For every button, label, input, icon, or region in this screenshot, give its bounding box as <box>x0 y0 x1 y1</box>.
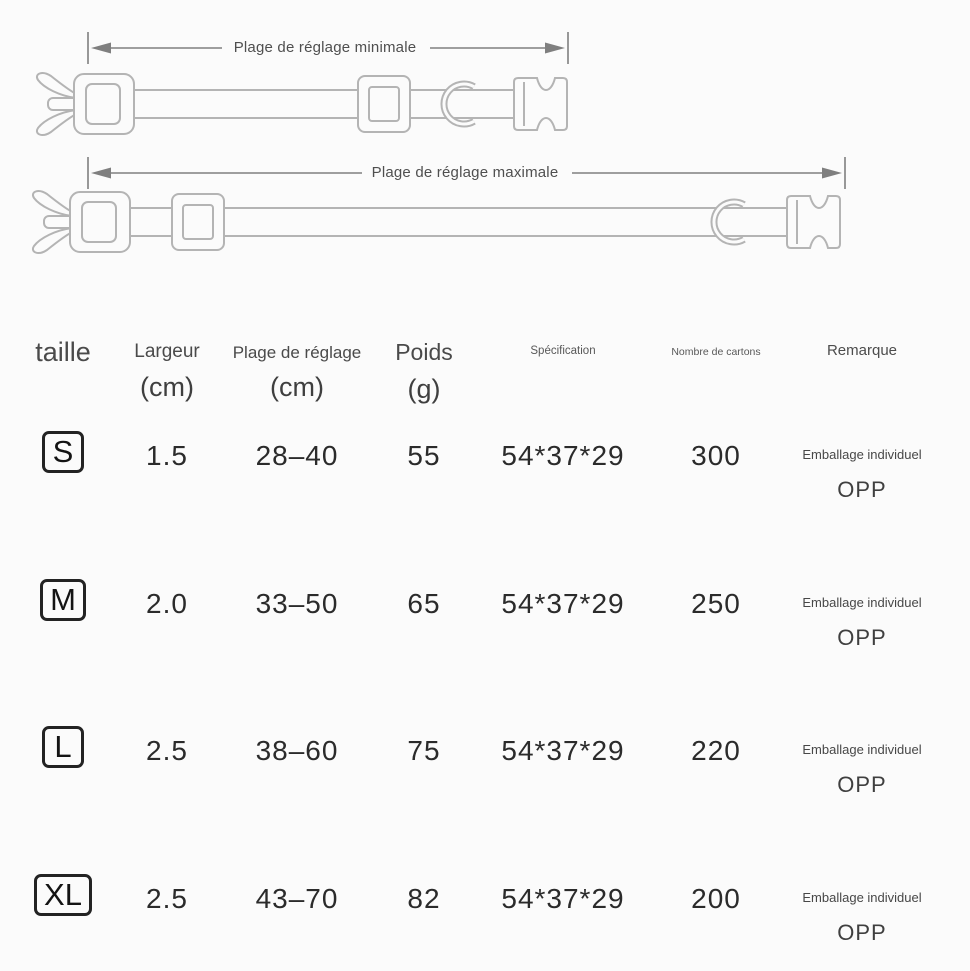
strap <box>128 208 788 236</box>
largeur-value: 2.5 <box>146 883 188 914</box>
size-badge: XL <box>34 874 92 916</box>
header-taille-label: taille <box>35 337 91 367</box>
header-plage-label: Plage de réglage <box>232 343 362 362</box>
plage-value: 38–60 <box>255 735 339 766</box>
header-largeur <box>117 341 217 403</box>
header-cartons-label: Nombre de cartons <box>671 346 761 358</box>
largeur-value: 2.0 <box>146 588 188 619</box>
remarque-line2: OPP <box>837 625 887 650</box>
size-badge: S <box>42 431 84 473</box>
tri-glide-slider-icon <box>358 76 410 132</box>
female-buckle-icon <box>787 196 840 248</box>
size-badge: L <box>42 726 84 768</box>
remarque-line2: OPP <box>837 477 887 502</box>
cartons-value: 300 <box>691 440 741 471</box>
table-row-s <box>0 425 970 573</box>
remarque-line1: Emballage individuel <box>802 890 922 905</box>
header-plage-unit: (cm) <box>270 371 324 402</box>
cartons-value: 200 <box>691 883 741 914</box>
specification-value: 54*37*29 <box>501 735 625 766</box>
table-row-l <box>0 720 970 868</box>
header-largeur-label: Largeur <box>134 341 200 362</box>
table-row-xl <box>0 868 970 971</box>
collar-diagram-min <box>0 0 970 150</box>
size-cell <box>13 726 113 768</box>
size-badge: M <box>40 579 86 621</box>
female-buckle-icon <box>514 78 567 130</box>
plage-value: 28–40 <box>255 440 339 471</box>
cartons-value: 250 <box>691 588 741 619</box>
tri-glide-slider-icon <box>172 194 224 250</box>
remarque-line2: OPP <box>837 920 887 945</box>
specification-value: 54*37*29 <box>501 883 625 914</box>
remarque-line1: Emballage individuel <box>802 447 922 462</box>
header-poids <box>374 339 474 405</box>
specification-value: 54*37*29 <box>501 440 625 471</box>
dimension-label-min: Plage de réglage minimale <box>225 39 425 56</box>
remarque-line1: Emballage individuel <box>802 742 922 757</box>
remarque-line2: OPP <box>837 772 887 797</box>
plage-value: 33–50 <box>255 588 339 619</box>
size-cell <box>13 874 113 916</box>
poids-value: 75 <box>407 735 441 766</box>
table-row-m <box>0 573 970 721</box>
poids-value: 55 <box>407 440 441 471</box>
largeur-value: 2.5 <box>146 735 188 766</box>
size-cell <box>13 431 113 473</box>
header-specification <box>478 345 648 358</box>
header-specification-label: Spécification <box>530 345 596 357</box>
largeur-value: 1.5 <box>146 440 188 471</box>
header-largeur-unit: (cm) <box>140 371 194 402</box>
plage-value: 43–70 <box>255 883 339 914</box>
header-poids-label: Poids <box>395 339 453 365</box>
header-remarque-label: Remarque <box>826 342 898 359</box>
header-plage <box>217 343 377 403</box>
male-buckle-icon <box>37 73 134 135</box>
header-remarque <box>767 342 957 359</box>
dimension-label-max: Plage de réglage maximale <box>365 164 565 181</box>
male-buckle-icon <box>33 191 130 253</box>
header-taille <box>13 337 113 368</box>
poids-value: 65 <box>407 588 441 619</box>
strap <box>132 90 515 118</box>
poids-value: 82 <box>407 883 441 914</box>
cartons-value: 220 <box>691 735 741 766</box>
specification-value: 54*37*29 <box>501 588 625 619</box>
size-cell <box>13 579 113 621</box>
remarque-line1: Emballage individuel <box>802 595 922 610</box>
header-poids-unit: (g) <box>407 374 441 405</box>
